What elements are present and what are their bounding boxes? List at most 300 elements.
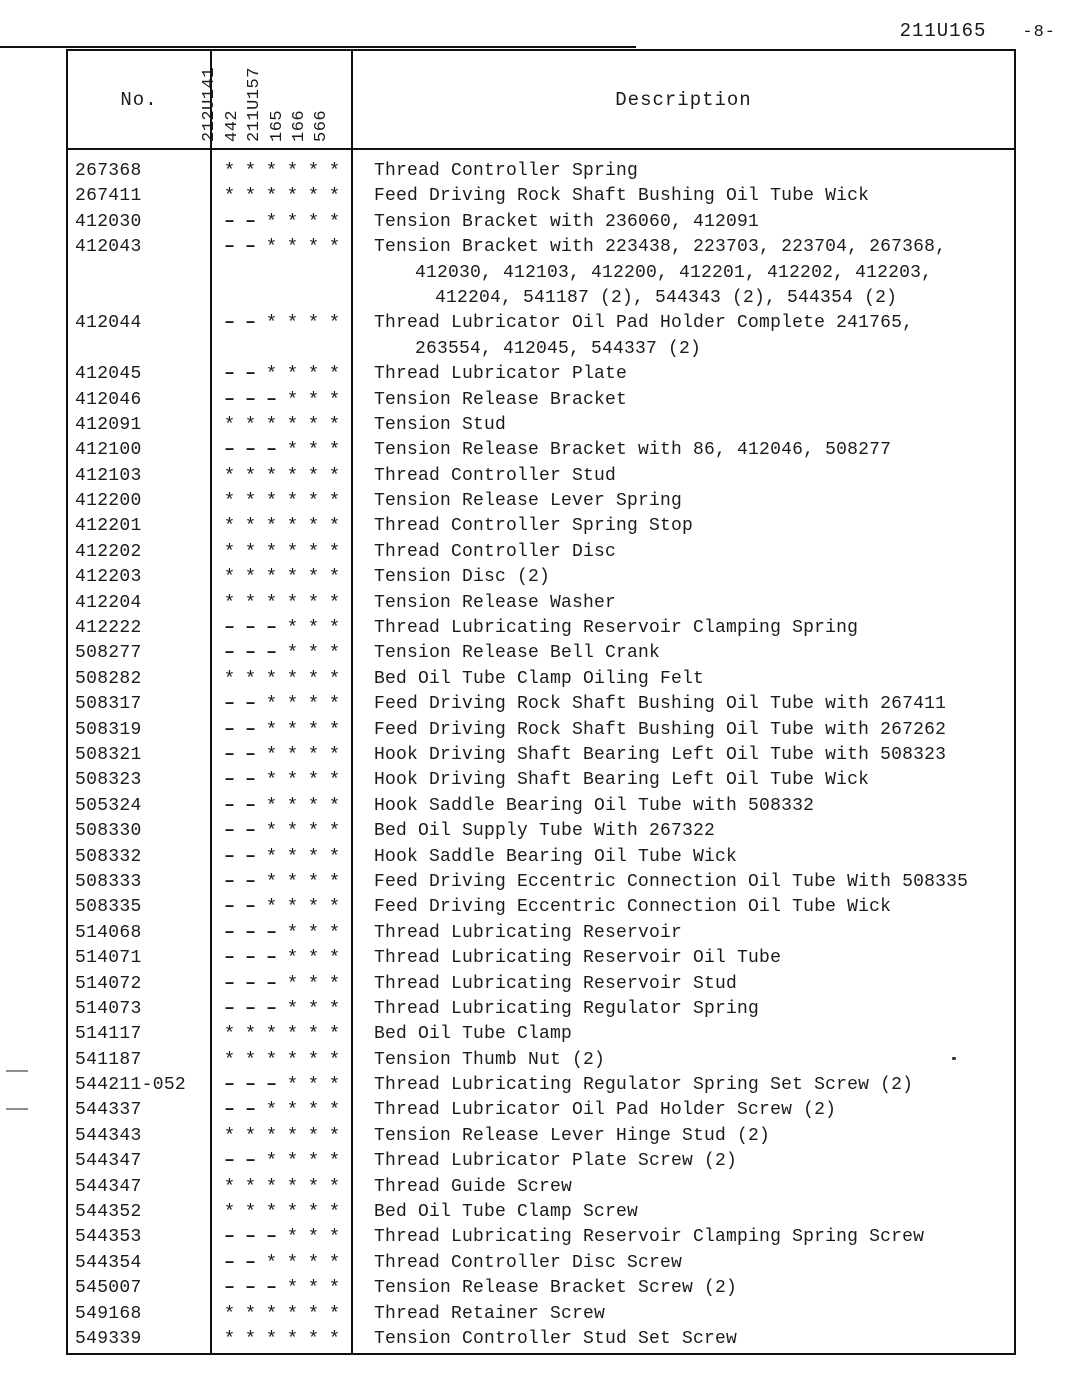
applies-marker: * xyxy=(265,769,278,792)
applies-marker: * xyxy=(244,160,257,182)
table-row xyxy=(68,313,1014,338)
not-applies-marker: – xyxy=(224,846,235,867)
column-header-no: No. xyxy=(120,88,158,111)
column-header-description: Description xyxy=(615,88,752,111)
applies-marker: * xyxy=(286,1302,299,1325)
applies-marker: * xyxy=(286,363,299,386)
applies-marker: * xyxy=(265,1048,278,1071)
part-description: Bed Oil Tube Clamp xyxy=(374,1024,573,1045)
part-description: Bed Oil Tube Clamp Screw xyxy=(374,1202,639,1223)
applies-marker: * xyxy=(286,896,299,919)
applies-marker: * xyxy=(244,1124,257,1147)
not-applies-marker: – xyxy=(266,1278,277,1299)
model-applicability-cells xyxy=(210,1177,353,1199)
applies-marker: * xyxy=(328,1048,341,1071)
model-applicability-cells xyxy=(210,694,353,716)
table-row xyxy=(68,847,1014,872)
part-number: 545007 xyxy=(75,1278,142,1299)
part-number: 412200 xyxy=(75,491,142,512)
applies-marker: * xyxy=(307,388,320,411)
applies-marker: * xyxy=(223,515,236,538)
applies-marker: * xyxy=(286,1327,299,1350)
applies-marker: * xyxy=(328,693,341,716)
applies-marker: * xyxy=(328,312,341,335)
not-applies-marker: – xyxy=(266,948,277,969)
not-applies-marker: – xyxy=(224,364,235,385)
applies-marker: * xyxy=(223,1175,236,1198)
model-applicability-cells xyxy=(210,593,353,615)
model-header-4: 166 xyxy=(290,109,309,142)
part-number: 514068 xyxy=(75,922,142,943)
table-row xyxy=(68,974,1014,999)
not-applies-marker: – xyxy=(224,897,235,918)
model-applicability-cells xyxy=(210,618,353,640)
applies-marker: * xyxy=(244,413,257,436)
model-header-5: 566 xyxy=(312,109,331,142)
applies-marker: * xyxy=(265,540,278,563)
part-number: 412046 xyxy=(75,389,142,410)
applies-marker: * xyxy=(265,185,278,208)
applies-marker: * xyxy=(307,667,320,690)
part-description: Hook Saddle Bearing Oil Tube Wick xyxy=(374,846,738,867)
applies-marker: * xyxy=(286,820,299,843)
table-row xyxy=(68,1227,1014,1252)
applies-marker: * xyxy=(223,667,236,690)
table-row xyxy=(68,821,1014,846)
applies-marker: * xyxy=(328,1226,341,1249)
not-applies-marker: – xyxy=(224,1151,235,1172)
model-applicability-cells xyxy=(210,1227,353,1249)
table-row xyxy=(68,1202,1014,1227)
not-applies-marker: – xyxy=(245,237,256,258)
part-number: 267411 xyxy=(75,186,142,207)
model-applicability-cells xyxy=(210,390,353,412)
applies-marker: * xyxy=(307,1251,320,1274)
model-header-2: 211U157 xyxy=(245,67,264,142)
model-applicability-cells xyxy=(210,643,353,665)
table-row-continuation xyxy=(68,263,1014,288)
part-number: 508277 xyxy=(75,643,142,664)
applies-marker: * xyxy=(223,160,236,182)
table-row xyxy=(68,1024,1014,1049)
part-number: 508282 xyxy=(75,668,142,689)
not-applies-marker: – xyxy=(245,719,256,740)
applies-marker: * xyxy=(286,769,299,792)
model-applicability-cells xyxy=(210,796,353,818)
part-description: Thread Lubricating Reservoir Stud xyxy=(374,973,738,994)
model-applicability-cells xyxy=(210,847,353,869)
not-applies-marker: – xyxy=(266,922,277,943)
part-number: 544354 xyxy=(75,1252,142,1273)
applies-marker: * xyxy=(307,617,320,640)
applies-marker: * xyxy=(328,947,341,970)
table-row xyxy=(68,999,1014,1024)
model-applicability-cells xyxy=(210,948,353,970)
part-number: 544353 xyxy=(75,1227,142,1248)
applies-marker: * xyxy=(328,1302,341,1325)
table-row xyxy=(68,720,1014,745)
not-applies-marker: – xyxy=(245,1100,256,1121)
applies-marker: * xyxy=(286,1226,299,1249)
applies-marker: * xyxy=(265,515,278,538)
applies-marker: * xyxy=(244,1327,257,1350)
model-applicability-cells xyxy=(210,466,353,488)
applies-marker: * xyxy=(223,490,236,513)
applies-marker: * xyxy=(265,870,278,893)
applies-marker: * xyxy=(328,566,341,589)
part-description: Thread Lubricating Reservoir Clamping Spring Screw xyxy=(374,1227,925,1248)
table-row xyxy=(68,516,1014,541)
applies-marker: * xyxy=(307,972,320,995)
not-applies-marker: – xyxy=(224,998,235,1019)
part-description: Thread Lubricator Oil Pad Holder Complete 241765, xyxy=(374,313,914,334)
applies-marker: * xyxy=(328,388,341,411)
applies-marker: * xyxy=(307,1277,320,1300)
applies-marker: * xyxy=(286,540,299,563)
not-applies-marker: – xyxy=(245,694,256,715)
applies-marker: * xyxy=(307,185,320,208)
not-applies-marker: – xyxy=(245,871,256,892)
model-applicability-cells xyxy=(210,1151,353,1173)
part-number: 544343 xyxy=(75,1125,142,1146)
applies-marker: * xyxy=(265,1124,278,1147)
applies-marker: * xyxy=(307,1023,320,1046)
part-number: 544347 xyxy=(75,1151,142,1172)
part-description: Thread Lubricating Regulator Spring xyxy=(374,998,760,1019)
part-description: Thread Lubricator Oil Pad Holder Screw (2) xyxy=(374,1100,837,1121)
part-description: Thread Lubricating Reservoir Clamping Spring xyxy=(374,618,859,639)
applies-marker: * xyxy=(328,490,341,513)
applies-marker: * xyxy=(286,464,299,487)
model-applicability-cells xyxy=(210,186,353,208)
applies-marker: * xyxy=(223,1201,236,1224)
part-number: 412203 xyxy=(75,567,142,588)
applies-marker: * xyxy=(265,743,278,766)
not-applies-marker: – xyxy=(245,770,256,791)
part-number: 505324 xyxy=(75,795,142,816)
scan-artifact xyxy=(6,1070,28,1072)
part-number: 514117 xyxy=(75,1024,142,1045)
table-row xyxy=(68,491,1014,516)
part-number: 412044 xyxy=(75,313,142,334)
applies-marker: * xyxy=(286,794,299,817)
not-applies-marker: – xyxy=(245,440,256,461)
applies-marker: * xyxy=(265,1201,278,1224)
applies-marker: * xyxy=(265,363,278,386)
applies-marker: * xyxy=(265,236,278,259)
applies-marker: * xyxy=(328,363,341,386)
model-header-0: 212U141 xyxy=(200,67,219,142)
applies-marker: * xyxy=(223,464,236,487)
applies-marker: * xyxy=(286,1251,299,1274)
table-row xyxy=(68,1050,1014,1075)
applies-marker: * xyxy=(328,921,341,944)
applies-marker: * xyxy=(328,160,341,182)
model-applicability-cells xyxy=(210,313,353,335)
model-applicability-cells xyxy=(210,669,353,691)
applies-marker: * xyxy=(328,1150,341,1173)
applies-marker: * xyxy=(328,1074,341,1097)
model-applicability-cells xyxy=(210,1024,353,1046)
applies-marker: * xyxy=(307,642,320,665)
part-description: Thread Controller Disc xyxy=(374,541,617,562)
applies-marker: * xyxy=(307,769,320,792)
applies-marker: * xyxy=(307,693,320,716)
applies-marker: * xyxy=(286,1023,299,1046)
table-row xyxy=(68,161,1014,186)
table-row xyxy=(68,186,1014,211)
table-row xyxy=(68,745,1014,770)
document-number: 211U165 xyxy=(899,20,987,42)
part-description: Tension Release Bracket Screw (2) xyxy=(374,1278,738,1299)
applies-marker: * xyxy=(307,870,320,893)
not-applies-marker: – xyxy=(245,744,256,765)
model-applicability-cells xyxy=(210,1278,353,1300)
applies-marker: * xyxy=(223,185,236,208)
applies-marker: * xyxy=(307,312,320,335)
applies-marker: * xyxy=(286,1150,299,1173)
table-row xyxy=(68,694,1014,719)
not-applies-marker: – xyxy=(245,364,256,385)
part-description: Thread Lubricator Plate xyxy=(374,364,628,385)
table-row xyxy=(68,897,1014,922)
part-description: Feed Driving Eccentric Connection Oil Tube With 508335 xyxy=(374,871,969,892)
applies-marker: * xyxy=(307,540,320,563)
not-applies-marker: – xyxy=(224,821,235,842)
applies-marker: * xyxy=(244,566,257,589)
table-row xyxy=(68,643,1014,668)
applies-marker: * xyxy=(328,210,341,233)
part-number: 508335 xyxy=(75,897,142,918)
model-header-1: 442 xyxy=(223,109,242,142)
applies-marker: * xyxy=(223,1048,236,1071)
applies-marker: * xyxy=(286,667,299,690)
not-applies-marker: – xyxy=(224,770,235,791)
part-number: 541187 xyxy=(75,1049,142,1070)
part-description: Thread Lubricating Regulator Spring Set Screw (2) xyxy=(374,1075,914,1096)
page-header xyxy=(900,20,1056,42)
part-description: Thread Controller Stud xyxy=(374,465,617,486)
table-row xyxy=(68,770,1014,795)
not-applies-marker: – xyxy=(245,998,256,1019)
table-row xyxy=(68,364,1014,389)
applies-marker: * xyxy=(286,693,299,716)
model-applicability-cells xyxy=(210,872,353,894)
applies-marker: * xyxy=(307,464,320,487)
table-row xyxy=(68,1151,1014,1176)
page-number: -8- xyxy=(1022,23,1056,42)
not-applies-marker: – xyxy=(245,1075,256,1096)
applies-marker: * xyxy=(244,490,257,513)
applies-marker: * xyxy=(307,160,320,182)
not-applies-marker: – xyxy=(266,1227,277,1248)
part-number: 412222 xyxy=(75,618,142,639)
applies-marker: * xyxy=(307,997,320,1020)
model-applicability-cells xyxy=(210,542,353,564)
applies-marker: * xyxy=(244,185,257,208)
model-applicability-cells xyxy=(210,1304,353,1326)
applies-marker: * xyxy=(328,794,341,817)
table-row xyxy=(68,872,1014,897)
applies-marker: * xyxy=(328,1124,341,1147)
part-number: 508333 xyxy=(75,871,142,892)
applies-marker: * xyxy=(265,1023,278,1046)
part-description: Hook Driving Shaft Bearing Left Oil Tube Wick xyxy=(374,770,870,791)
applies-marker: * xyxy=(286,439,299,462)
applies-marker: * xyxy=(328,896,341,919)
model-applicability-cells xyxy=(210,491,353,513)
part-number: 549339 xyxy=(75,1328,142,1349)
applies-marker: * xyxy=(307,1175,320,1198)
applies-marker: * xyxy=(286,413,299,436)
applies-marker: * xyxy=(265,845,278,868)
not-applies-marker: – xyxy=(266,618,277,639)
applies-marker: * xyxy=(328,769,341,792)
not-applies-marker: – xyxy=(224,922,235,943)
applies-marker: * xyxy=(328,1023,341,1046)
table-row xyxy=(68,390,1014,415)
part-number: 514073 xyxy=(75,998,142,1019)
not-applies-marker: – xyxy=(224,1075,235,1096)
applies-marker: * xyxy=(244,1302,257,1325)
part-description: Hook Driving Shaft Bearing Left Oil Tube with 508323 xyxy=(374,744,947,765)
part-number: 508319 xyxy=(75,719,142,740)
applies-marker: * xyxy=(328,185,341,208)
table-row xyxy=(68,440,1014,465)
applies-marker: * xyxy=(244,1175,257,1198)
applies-marker: * xyxy=(328,845,341,868)
model-applicability-cells xyxy=(210,1075,353,1097)
applies-marker: * xyxy=(286,617,299,640)
applies-marker: * xyxy=(286,515,299,538)
applies-marker: * xyxy=(307,363,320,386)
not-applies-marker: – xyxy=(266,998,277,1019)
part-description-continuation: 263554, 412045, 544337 (2) xyxy=(415,338,702,359)
part-description: Thread Lubricating Reservoir xyxy=(374,922,683,943)
part-number: 544352 xyxy=(75,1202,142,1223)
applies-marker: * xyxy=(244,1201,257,1224)
part-description: Thread Lubricating Reservoir Oil Tube xyxy=(374,948,782,969)
part-description: Tension Release Bracket xyxy=(374,389,628,410)
part-number: 508317 xyxy=(75,694,142,715)
table-row xyxy=(68,567,1014,592)
model-applicability-cells xyxy=(210,212,353,234)
part-number: 544337 xyxy=(75,1100,142,1121)
applies-marker: * xyxy=(265,1099,278,1122)
applies-marker: * xyxy=(328,1099,341,1122)
part-number: 412091 xyxy=(75,414,142,435)
model-applicability-cells xyxy=(210,745,353,767)
applies-marker: * xyxy=(286,1124,299,1147)
applies-marker: * xyxy=(265,718,278,741)
applies-marker: * xyxy=(328,1175,341,1198)
applies-marker: * xyxy=(286,490,299,513)
applies-marker: * xyxy=(286,921,299,944)
applies-marker: * xyxy=(328,972,341,995)
applies-marker: * xyxy=(286,591,299,614)
table-header-row xyxy=(68,51,1014,148)
not-applies-marker: – xyxy=(266,643,277,664)
applies-marker: * xyxy=(328,718,341,741)
not-applies-marker: – xyxy=(224,313,235,334)
applies-marker: * xyxy=(328,464,341,487)
applies-marker: * xyxy=(265,312,278,335)
table-row xyxy=(68,466,1014,491)
applies-marker: * xyxy=(307,1099,320,1122)
applies-marker: * xyxy=(286,236,299,259)
applies-marker: * xyxy=(223,1124,236,1147)
applies-marker: * xyxy=(265,820,278,843)
applies-marker: * xyxy=(223,1327,236,1350)
part-description: Bed Oil Tube Clamp Oiling Felt xyxy=(374,668,705,689)
ink-fleck xyxy=(952,1057,956,1060)
applies-marker: * xyxy=(307,1327,320,1350)
applies-marker: * xyxy=(265,1175,278,1198)
part-description: Tension Bracket with 236060, 412091 xyxy=(374,211,760,232)
applies-marker: * xyxy=(286,185,299,208)
applies-marker: * xyxy=(328,743,341,766)
applies-marker: * xyxy=(328,820,341,843)
applies-marker: * xyxy=(328,642,341,665)
model-applicability-cells xyxy=(210,516,353,538)
applies-marker: * xyxy=(286,997,299,1020)
applies-marker: * xyxy=(307,1226,320,1249)
not-applies-marker: – xyxy=(224,1100,235,1121)
not-applies-marker: – xyxy=(224,389,235,410)
applies-marker: * xyxy=(286,1074,299,1097)
table-row xyxy=(68,1253,1014,1278)
applies-marker: * xyxy=(328,540,341,563)
part-number: 412204 xyxy=(75,592,142,613)
table-row xyxy=(68,796,1014,821)
model-applicability-cells xyxy=(210,161,353,183)
not-applies-marker: – xyxy=(224,1278,235,1299)
model-applicability-cells xyxy=(210,237,353,259)
table-row-continuation xyxy=(68,339,1014,364)
part-description: Thread Controller Disc Screw xyxy=(374,1252,683,1273)
table-row xyxy=(68,1126,1014,1151)
table-body xyxy=(68,150,1014,1353)
applies-marker: * xyxy=(286,947,299,970)
applies-marker: * xyxy=(307,845,320,868)
part-number: 412045 xyxy=(75,364,142,385)
table-row xyxy=(68,948,1014,973)
applies-marker: * xyxy=(223,413,236,436)
part-number: 508323 xyxy=(75,770,142,791)
not-applies-marker: – xyxy=(224,440,235,461)
applies-marker: * xyxy=(286,566,299,589)
not-applies-marker: – xyxy=(224,618,235,639)
table-row xyxy=(68,1177,1014,1202)
applies-marker: * xyxy=(286,388,299,411)
part-number: 508332 xyxy=(75,846,142,867)
applies-marker: * xyxy=(286,312,299,335)
table-row xyxy=(68,1304,1014,1329)
applies-marker: * xyxy=(265,1327,278,1350)
applies-marker: * xyxy=(223,1302,236,1325)
applies-marker: * xyxy=(307,896,320,919)
part-description: Bed Oil Supply Tube With 267322 xyxy=(374,821,716,842)
applies-marker: * xyxy=(244,591,257,614)
table-row xyxy=(68,415,1014,440)
not-applies-marker: – xyxy=(266,440,277,461)
model-applicability-cells xyxy=(210,1100,353,1122)
applies-marker: * xyxy=(307,490,320,513)
table-row xyxy=(68,1075,1014,1100)
part-description: Tension Stud xyxy=(374,414,507,435)
applies-marker: * xyxy=(244,464,257,487)
applies-marker: * xyxy=(286,1175,299,1198)
